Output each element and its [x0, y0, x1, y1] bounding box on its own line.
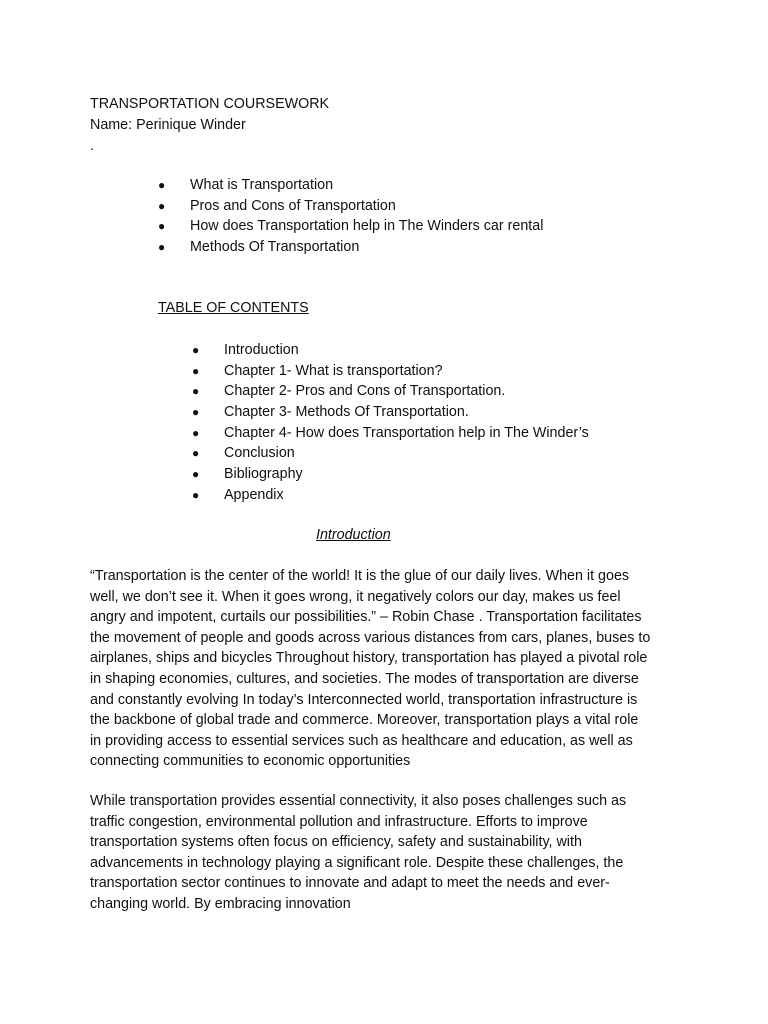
paragraph-line: well, we don’t see it. When it goes wrong, it negatively colors our day, makes us feel	[90, 588, 621, 605]
paragraph-line: traffic congestion, environmental pollution and infrastructure. Efforts to improve	[90, 813, 588, 830]
paragraph-line: the movement of people and goods across various distances from cars, planes, buses to	[90, 629, 651, 646]
paragraph-line: and constantly evolving In today’s Interconnected world, transportation infrastructure is	[90, 691, 638, 708]
paragraph-line: “Transportation is the center of the world! It is the glue of our daily lives. When it goes	[90, 568, 630, 584]
paragraph-line: While transportation provides essential connectivity, it also poses challenges such as	[90, 793, 627, 809]
paragraph-line: connecting communities to economic opportunities	[90, 753, 411, 770]
paragraph-line: angry and impotent, curtails our possibilities.” – Robin Chase . Transportation facilitates	[90, 609, 642, 626]
stray-dot: .	[90, 138, 94, 154]
introduction-paragraph-1	[90, 566, 690, 772]
bullet-icon: ●	[192, 343, 200, 357]
paragraph-line: in shaping economies, cultures, and societies. The modes of transportation are diverse	[90, 670, 639, 687]
paragraph-line: transportation systems often focus on efficiency, safety and sustainability, with	[90, 834, 582, 851]
bullet-icon: ●	[158, 198, 166, 213]
bullet-icon: ●	[192, 487, 200, 502]
bullet-icon: ●	[158, 240, 166, 255]
toc-item-text: Conclusion	[224, 445, 295, 462]
bullet-icon: ●	[192, 467, 200, 482]
toc-item-text: Appendix	[224, 486, 284, 503]
list-item-text: What is Transportation	[190, 177, 334, 193]
toc-item-text: Chapter 1- What is transportation?	[224, 362, 443, 379]
toc-item-text: Bibliography	[224, 466, 303, 483]
introduction-paragraph-2	[90, 791, 690, 915]
list-item-text: Pros and Cons of Transportation	[190, 197, 396, 214]
bullet-icon: ●	[192, 384, 200, 399]
paragraph-line: airplanes, ships and bicycles Throughout history, transportation has played a pivotal role	[90, 650, 648, 667]
bullet-icon: ●	[158, 219, 166, 234]
author-name: Name: Perinique Winder	[90, 117, 246, 133]
introduction-heading: Introduction	[316, 527, 391, 543]
toc-item-text: Introduction	[224, 342, 299, 358]
list-item-text: Methods Of Transportation	[190, 239, 360, 256]
toc-item-text: Chapter 2- Pros and Cons of Transportation.	[224, 383, 506, 400]
bullet-icon: ●	[192, 405, 200, 420]
paragraph-line: transportation sector continues to innovate and adapt to meet the needs and ever-	[90, 875, 610, 892]
bullet-icon: ●	[158, 178, 166, 192]
bullet-icon: ●	[192, 363, 200, 378]
toc-item-text: Chapter 3- Methods Of Transportation.	[224, 404, 469, 421]
toc-heading: TABLE OF CONTENTS	[158, 300, 309, 316]
bullet-icon: ●	[192, 425, 200, 440]
paragraph-line: the backbone of global trade and commerce. Moreover, transportation plays a vital role	[90, 712, 639, 729]
toc-item-text: Chapter 4- How does Transportation help in The Winder’s	[224, 424, 589, 441]
paragraph-line: advancements in technology playing a significant role. Despite these challenges, the	[90, 854, 624, 871]
bullet-icon: ●	[192, 446, 200, 461]
paragraph-line: in providing access to essential services such as healthcare and education, as well as	[90, 732, 633, 749]
paragraph-line: changing world. By embracing innovation	[90, 895, 351, 912]
list-item-text: How does Transportation help in The Winders car rental	[190, 218, 544, 235]
document-title: TRANSPORTATION COURSEWORK	[90, 96, 330, 112]
